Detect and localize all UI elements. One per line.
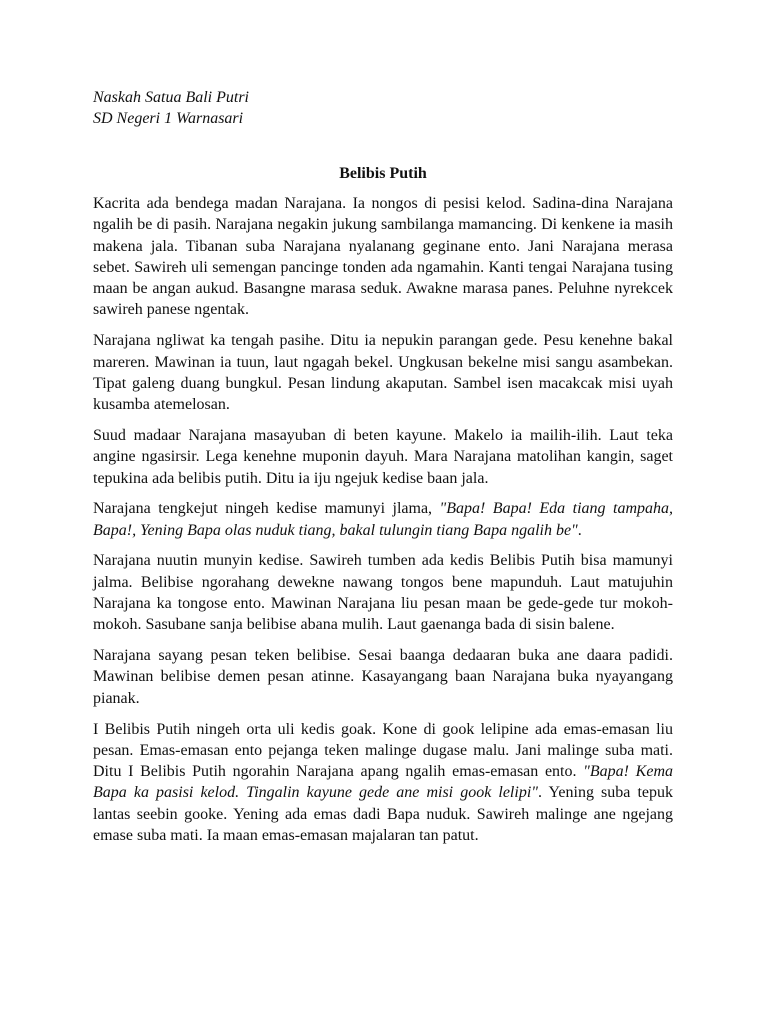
paragraph-7-quote: "Bapa! Kema Bapa ka pasisi kelod. Tingalin kayune gede ane misi gook lelipi" [93, 763, 673, 802]
paragraph-7 [93, 719, 673, 847]
paragraph-5: Narajana nuutin munyin kedise. Sawireh tumben ada kedis Belibis Putih bisa mamunyi jalma. Belibise ngorahang dewekne nawang tongos bene mapunduh. Laut matujuhin Narajana ka tongose ento. Mawinan Narajana liu pesan maan be gede-gede tur mokoh-mokoh. Sasubane sanja belibise abana mulih. Laut gaenanga bada di sisin balene. [93, 552, 673, 634]
paragraph-7-text: I Belibis Putih ningeh orta uli kedis goak. Kone di gook lelipine ada emas-emasan liu pesan. Emas-emasan ento pejanga teken malinge dugase malu. Jani malinge suba mati. Ditu I Belibis Putih ngorahin Narajana apang ngalih emas-emasan ento. [93, 720, 673, 781]
paragraph-4-quote: "Bapa! Bapa! Eda tiang tampaha, Bapa!, Yening Bapa olas nuduk tiang, bakal tulungin tiang Bapa ngalih be" [93, 500, 673, 539]
author-name: Naskah Satua Bali Putri [93, 89, 249, 106]
paragraph-4-text: Narajana tengkejut ningeh kedise mamunyi jlama, [93, 500, 440, 518]
paragraph-4-end: . [577, 521, 582, 539]
story-title: Belibis Putih [339, 165, 427, 182]
paragraph-4 [93, 498, 673, 541]
paragraph-7-end: . Yening suba tepuk lantas seebin gooke. Yening ada emas dadi Bapa nuduk. Sawireh malinge ane ngejang emase suba mati. Ia maan emas-emasan majalaran tan patut. [93, 784, 673, 845]
paragraph-2: Narajana ngliwat ka tengah pasihe. Ditu ia nepukin parangan gede. Pesu kenehne bakal mareren. Mawinan ia tuun, laut ngagah bekel. Ungkusan bekelne misi sangu asambekan. Tipat galeng duang bungkul. Pesan lindung akaputan. Sambel isen macakcak misi uyah kusamba atemelosan. [93, 332, 673, 414]
paragraph-1: Kacrita ada bendega madan Narajana. Ia nongos di pesisi kelod. Sadina-dina Narajana ngalih be di pasih. Narajana negakin jukung sambilanga mamancing. Di kenkene ia masih makena jala. Tibanan suba Narajana nyalanang geginane ento. Jani Narajana merasa sebet. Sawireh uli semengan pancinge tonden ada ngamahin. Kanti tengai Narajana tusing maan be angan aukud. Basangne marasa seduk. Awakne marasa panes. Peluhne nyrekcek sawireh panese ngentak. [93, 195, 673, 319]
paragraph-6: Narajana sayang pesan teken belibise. Sesai baanga dedaaran buka ane daara padidi. Mawinan belibise demen pesan atinne. Kasayangang baan Narajana buka nyayangang pianak. [93, 647, 673, 707]
paragraph-3: Suud madaar Narajana masayuban di beten kayune. Makelo ia mailih-ilih. Laut teka angine ngasirsir. Lega kenehne muponin dayuh. Mara Narajana matolihan kangin, saget tepukina ada belibis putih. Ditu ia iju ngejuk kedise baan jala. [93, 426, 673, 487]
school-name: SD Negeri 1 Warnasari [93, 110, 244, 127]
document-page [93, 87, 673, 856]
